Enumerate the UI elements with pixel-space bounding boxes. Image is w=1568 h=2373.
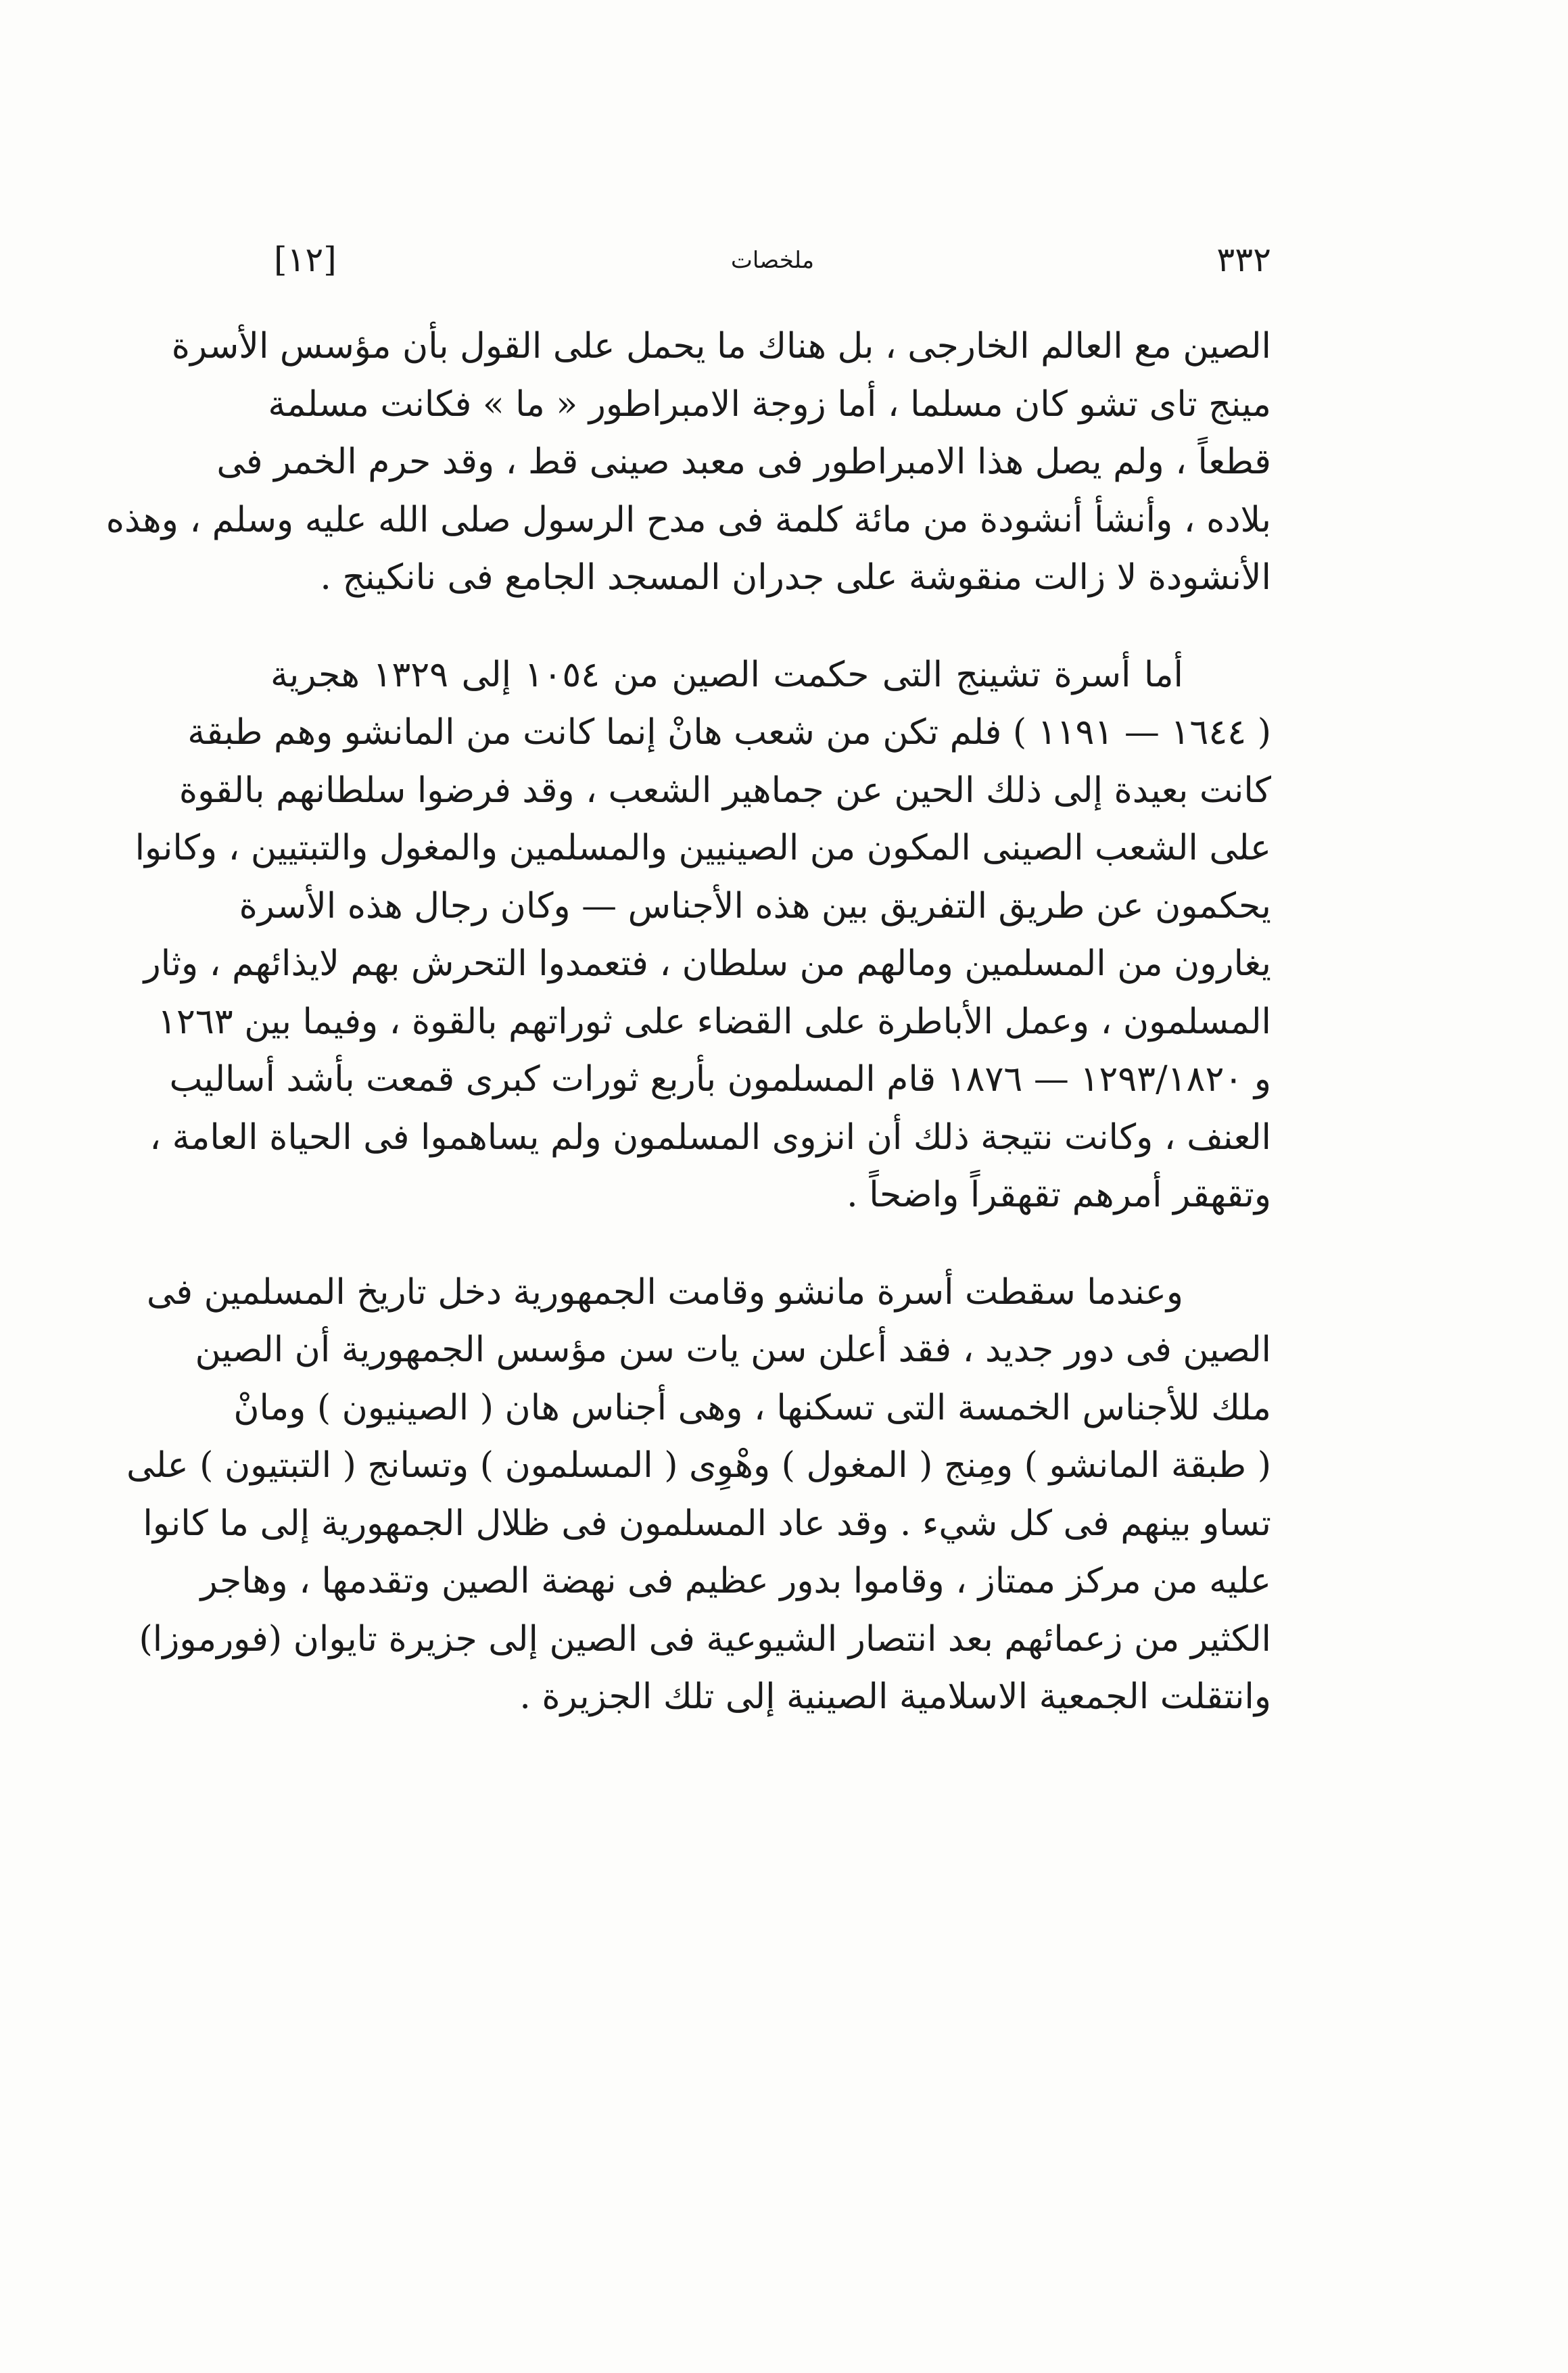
text-line: ( طبقة المانشو ) ومِنج ( المغول ) وهْوِى ( المسلمون ) وتسانج ( التبتيون ) على bbox=[126, 1445, 1271, 1486]
paragraph-1 bbox=[105, 318, 1271, 607]
text-line: كانت بعيدة إلى ذلك الحين عن جماهير الشعب ، وقد فرضوا سلطانهم بالقوة bbox=[179, 770, 1271, 811]
text-line: أما أسرة تشينج التى حكمت الصين من ١٠٥٤ إلى ١٣٢٩ هجرية bbox=[270, 654, 1183, 695]
text-line: الكثير من زعمائهم بعد انتصار الشيوعية فى الصين إلى جزيرة تايوان (فورموزا) bbox=[139, 1618, 1271, 1660]
text-line: المسلمون ، وعمل الأباطرة على القضاء على ثوراتهم بالقوة ، وفيما بين ١٢٦٣ bbox=[157, 1001, 1271, 1042]
text-line: الصين فى دور جديد ، فقد أعلن سن يات سن مؤسس الجمهورية أن الصين bbox=[195, 1330, 1271, 1370]
paragraph-2 bbox=[135, 647, 1271, 1225]
text-line: تساو بينهم فى كل شيء . وقد عاد المسلمون فى ظلال الجمهورية إلى ما كانوا bbox=[143, 1503, 1271, 1544]
paragraph-3 bbox=[126, 1264, 1271, 1726]
section-number: [١٢] bbox=[274, 240, 337, 279]
body-text bbox=[105, 318, 1271, 1726]
text-line: العنف ، وكانت نتيجة ذلك أن انزوى المسلمون ولم يساهموا فى الحياة العامة ، bbox=[149, 1117, 1271, 1158]
text-line: و ١٢٩٣/١٨٢٠ — ١٨٧٦ قام المسلمون بأربع ثورات كبرى قمعت بأشد أساليب bbox=[169, 1059, 1271, 1100]
page-header bbox=[274, 240, 1271, 294]
text-line: ( ١٦٤٤ — ١١٩١ ) فلم تكن من شعب هانْ إنما كانت من المانشو وهم طبقة bbox=[187, 712, 1271, 753]
text-line: وعندما سقطت أسرة مانشو وقامت الجمهورية دخل تاريخ المسلمين فى bbox=[146, 1271, 1183, 1313]
text-line: يغارون من المسلمين ومالهم من سلطان ، فتعمدوا التحرش بهم لايذائهم ، وثار bbox=[143, 943, 1271, 984]
text-line: بلاده ، وأنشأ أنشودة من مائة كلمة فى مدح الرسول صلى الله عليه وسلم ، وهذه bbox=[105, 499, 1271, 540]
text-line: وتقهقر أمرهم تقهقراً واضحاً . bbox=[847, 1175, 1271, 1215]
running-title: ملخصات bbox=[730, 247, 815, 274]
page-number: ٣٣٢ bbox=[1216, 240, 1271, 279]
text-line: على الشعب الصينى المكون من الصينيين والمسلمين والمغول والتبتيين ، وكانوا bbox=[135, 828, 1271, 868]
text-line: مينج تاى تشو كان مسلما ، أما زوجة الامبراطور « ما » فكانت مسلمة bbox=[268, 383, 1271, 425]
text-line: وانتقلت الجمعية الاسلامية الصينية إلى تلك الجزيرة . bbox=[519, 1676, 1271, 1717]
text-line: الصين مع العالم الخارجى ، بل هناك ما يحمل على القول بأن مؤسس الأسرة bbox=[171, 326, 1271, 367]
text-line: ملك للأجناس الخمسة التى تسكنها ، وهى أجناس هان ( الصينيون ) ومانْ bbox=[233, 1387, 1271, 1428]
text-line: يحكمون عن طريق التفريق بين هذه الأجناس — وكان رجال هذه الأسرة bbox=[239, 885, 1271, 926]
text-line: عليه من مركز ممتاز ، وقاموا بدور عظيم فى نهضة الصين وتقدمها ، وهاجر bbox=[200, 1561, 1271, 1601]
text-line: قطعاً ، ولم يصل هذا الامبراطور فى معبد صينى قط ، وقد حرم الخمر فى bbox=[216, 442, 1271, 482]
text-line: الأنشودة لا زالت منقوشة على جدران المسجد الجامع فى نانكينج . bbox=[320, 557, 1271, 598]
